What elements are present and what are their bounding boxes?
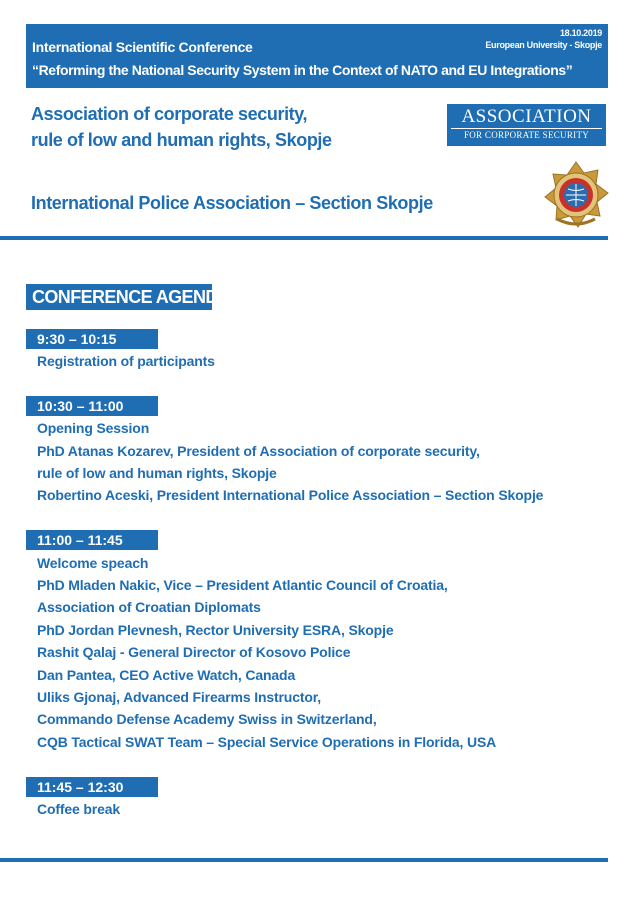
conference-subtitle: “Reforming the National Security System in the Context of NATO and EU Integrations” (32, 62, 573, 78)
session-line: CQB Tactical SWAT Team – Special Service Operations in Florida, USA (37, 734, 497, 750)
conference-venue: European University - Skopje (485, 40, 602, 50)
session-time: 11:00 – 11:45 (26, 530, 158, 550)
session-line: Uliks Gjonaj, Advanced Firearms Instructor, (37, 689, 322, 705)
session-line: PhD Atanas Kozarev, President of Association of corporate security, (37, 443, 480, 459)
session-line: Opening Session (37, 420, 150, 436)
session-line: PhD Mladen Nakic, Vice – President Atlantic Council of Croatia, (37, 577, 448, 593)
ipa-emblem-icon (543, 161, 609, 231)
header-divider (0, 236, 608, 240)
acs-logo (447, 104, 606, 146)
acs-name-line-1: Association of corporate security, (31, 104, 308, 124)
session-time: 9:30 – 10:15 (26, 329, 158, 349)
session-line: Commando Defense Academy Swiss in Switzerland, (37, 711, 377, 727)
ipa-name: International Police Association – Section Skopje (31, 193, 433, 213)
agenda-title: CONFERENCE AGENDA (26, 284, 212, 310)
session-line: Robertino Aceski, President International Police Association – Section Skopje (37, 487, 544, 503)
conference-date: 18.10.2019 (559, 28, 602, 38)
session-line: Registration of participants (37, 353, 215, 369)
session-time: 10:30 – 11:00 (26, 396, 158, 416)
session-line: Dan Pantea, CEO Active Watch, Canada (37, 667, 296, 683)
acs-name-line-2: rule of low and human rights, Skopje (31, 130, 332, 150)
session-time: 11:45 – 12:30 (26, 777, 158, 797)
conference-title: International Scientific Conference (32, 39, 253, 55)
footer-divider (0, 858, 608, 862)
session-line: Rashit Qalaj - General Director of Kosovo Police (37, 644, 351, 660)
session-line: Association of Croatian Diplomats (37, 599, 261, 615)
session-line: rule of low and human rights, Skopje (37, 465, 277, 481)
acs-logo-divider (451, 128, 602, 129)
session-line: Coffee break (37, 801, 121, 817)
acs-logo-top-text: ASSOCIATION (461, 106, 592, 127)
conference-header-banner (26, 24, 608, 88)
session-line: Welcome speach (37, 555, 149, 571)
acs-logo-bottom-text: FOR CORPORATE SECURITY (463, 130, 590, 140)
session-line: PhD Jordan Plevnesh, Rector University ESRA, Skopje (37, 622, 394, 638)
